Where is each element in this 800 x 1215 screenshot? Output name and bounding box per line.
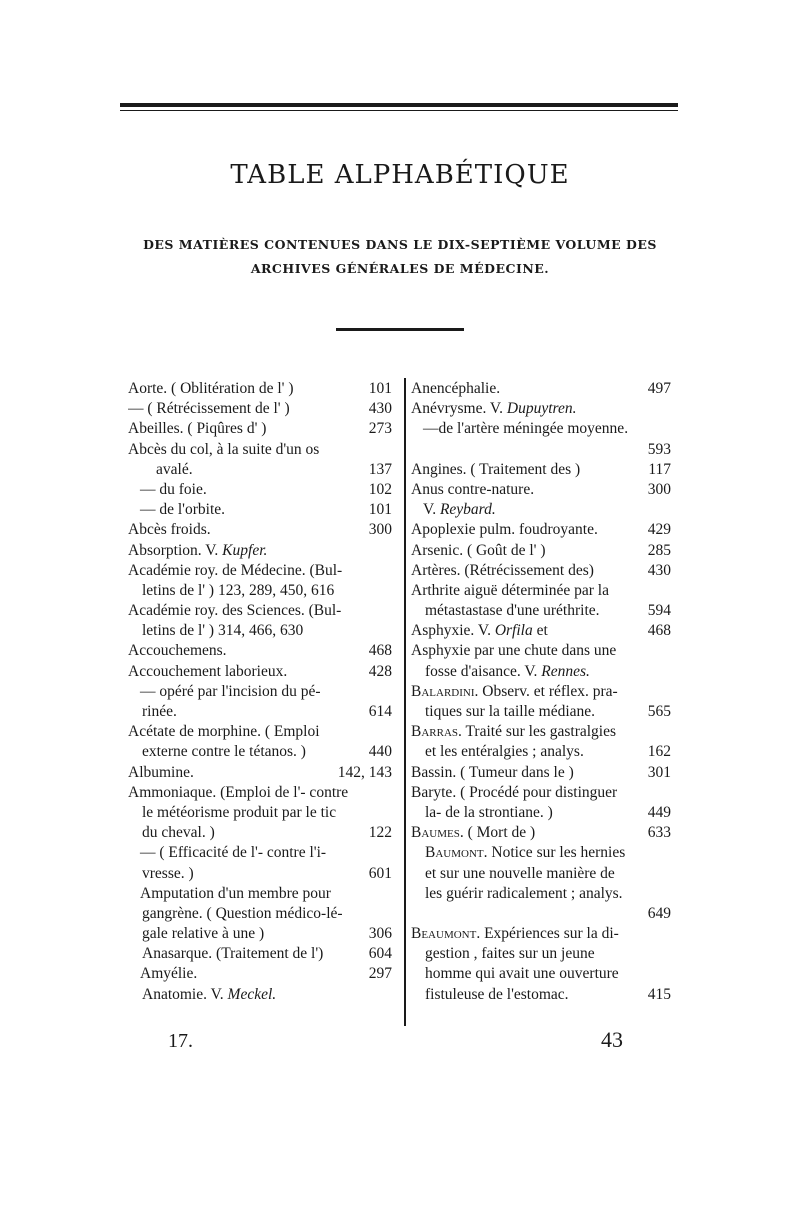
entry-label: Anencéphalie. — [411, 380, 501, 397]
page-reference: 300 — [368, 521, 392, 539]
index-entry — [128, 742, 392, 762]
index-entry — [411, 884, 671, 904]
index-entry — [411, 702, 671, 722]
entry-label: — opéré par l'incision du pé- — [140, 682, 321, 700]
entry-label: rinée. — [142, 703, 177, 720]
index-entry — [411, 783, 671, 803]
entry-text — [128, 884, 331, 904]
page-reference: 614 — [368, 703, 392, 720]
author-name: Baumont. — [425, 844, 488, 862]
index-entry — [411, 985, 671, 1005]
entry-label: Académie roy. de Médecine. (Bul- — [128, 561, 343, 579]
entry-text — [128, 480, 207, 500]
entry-label: — ( Rétrécissement de l' ) — [128, 400, 290, 418]
entry-text — [411, 460, 580, 480]
entry-label: Amputation d'un membre pour — [140, 884, 331, 902]
entry-label: métastastase d'une uréthrite. — [425, 602, 600, 620]
index-entry — [128, 500, 392, 520]
page-reference: 430 — [368, 400, 392, 418]
entry-text — [411, 581, 609, 601]
entry-text — [128, 581, 334, 601]
entry-text — [128, 520, 211, 540]
entry-text — [411, 399, 576, 419]
subtitle-line-2: ARCHIVES GÉNÉRALES DE MÉDECINE. — [250, 261, 550, 276]
index-entry — [411, 924, 671, 944]
index-entry — [411, 561, 671, 581]
index-entry — [128, 803, 392, 823]
entry-label: — du foie. — [140, 480, 207, 498]
entry-label: Expériences sur la di- — [480, 925, 619, 943]
index-entry — [128, 419, 392, 439]
entry-text — [128, 399, 290, 419]
entry-text — [128, 944, 323, 964]
entry-text — [128, 742, 306, 762]
author-name: Barras. — [411, 723, 462, 741]
entry-text — [128, 763, 194, 783]
index-entry — [411, 460, 671, 480]
page-number: 43 — [601, 1027, 623, 1052]
page-reference: 468 — [368, 642, 392, 660]
entry-text — [128, 621, 303, 641]
entry-text — [411, 541, 546, 561]
entry-text — [411, 520, 598, 540]
page-reference: 428 — [368, 662, 392, 680]
entry-text — [411, 803, 553, 823]
index-entry — [411, 480, 671, 500]
entry-label: fosse d'aisance. V. — [425, 662, 542, 680]
entry-label: Absorption. V. — [128, 541, 223, 559]
entry-text — [411, 500, 496, 520]
entry-label: Abcès du col, à la suite d'un os — [128, 440, 320, 458]
index-entry — [411, 843, 671, 863]
entry-text — [128, 460, 193, 480]
entry-label: gale relative à une ) — [142, 925, 265, 943]
index-entry — [128, 520, 392, 540]
page-reference: 162 — [647, 743, 671, 761]
index-entry — [411, 440, 671, 460]
entry-text — [128, 964, 197, 984]
entry-label: Arsenic. ( Goût de l' ) — [411, 541, 546, 559]
entry-label: —de l'artère méningée moyenne. — [423, 420, 629, 438]
entry-text — [411, 823, 535, 843]
index-entry — [411, 520, 671, 540]
entry-label: les guérir radicalement ; analys. — [425, 884, 623, 902]
entry-text — [128, 924, 264, 944]
page-reference: 633 — [647, 824, 671, 842]
index-entry — [411, 823, 671, 843]
cross-reference: Kupfer. — [222, 541, 268, 559]
author-name: Balardini. — [411, 682, 479, 700]
entry-text — [128, 682, 321, 702]
entry-text — [411, 682, 618, 702]
index-entry — [128, 783, 392, 803]
index-entry — [411, 864, 671, 884]
page-reference: 565 — [647, 703, 671, 720]
index-entry — [128, 763, 392, 783]
entry-label: Observ. et réflex. pra- — [478, 682, 618, 700]
index-entry — [128, 944, 392, 964]
index-column-left — [128, 379, 392, 1005]
entry-text — [411, 985, 569, 1005]
page-reference: 122 — [368, 824, 392, 842]
index-entry — [128, 379, 392, 399]
page-reference: 593 — [647, 440, 671, 458]
entry-label: Ammoniaque. (Emploi de l'- contre — [128, 783, 349, 801]
entry-text — [411, 662, 590, 682]
entry-text — [128, 985, 276, 1005]
entry-text — [411, 964, 619, 984]
index-entry — [411, 641, 671, 661]
entry-label: Abeilles. ( Piqûres d' ) — [128, 420, 267, 438]
index-entry — [411, 541, 671, 561]
index-entry — [411, 763, 671, 783]
entry-text — [411, 702, 595, 722]
page-reference: 101 — [368, 380, 392, 397]
entry-label: Accouchemens. — [128, 642, 227, 660]
entry-label: Anasarque. (Traitement de l') — [142, 945, 324, 963]
index-entry — [411, 500, 671, 520]
entry-label: Acétate de morphine. ( Emploi — [128, 723, 320, 741]
index-entry — [128, 561, 392, 581]
index-entry — [411, 944, 671, 964]
entry-label: Amyélie. — [140, 965, 198, 983]
cross-reference: Orfila — [494, 622, 533, 640]
page-reference: 301 — [647, 763, 671, 781]
entry-text — [128, 379, 294, 399]
page-reference: 415 — [647, 985, 671, 1003]
index-entry — [411, 742, 671, 762]
entry-text — [411, 763, 574, 783]
author-name: Beaumont. — [411, 925, 481, 943]
entry-label: Aorte. ( Oblitération de l' ) — [128, 380, 294, 397]
index-entry — [128, 904, 392, 924]
entry-label: homme qui avait une ouverture — [425, 965, 619, 983]
entry-text — [128, 702, 177, 722]
entry-label: Accouchement laborieux. — [128, 662, 288, 680]
page-reference: 468 — [647, 622, 671, 640]
entry-label: gestion , faites sur un jeune — [425, 945, 595, 963]
page-reference: 300 — [647, 480, 671, 498]
page-reference: 142, 143 — [337, 763, 392, 781]
entry-label: gangrène. ( Question médico-lé- — [142, 904, 343, 922]
section-rule — [336, 328, 464, 331]
entry-text — [411, 864, 615, 884]
entry-text — [128, 662, 287, 682]
entry-label: V. — [423, 501, 440, 519]
entry-text — [128, 904, 343, 924]
index-entry — [128, 581, 392, 601]
index-entry — [128, 964, 392, 984]
entry-text — [128, 500, 225, 520]
cross-reference: Reybard. — [439, 501, 496, 519]
top-rule-thin — [120, 110, 678, 111]
index-entry — [411, 722, 671, 742]
index-entry — [128, 480, 392, 500]
index-entry — [128, 541, 392, 561]
index-entry — [128, 460, 392, 480]
cross-reference: Rennes. — [541, 662, 590, 680]
index-entry — [411, 682, 671, 702]
entry-text — [128, 561, 342, 581]
entry-label: la- de la strontiane. ) — [425, 803, 553, 821]
page-reference: 306 — [368, 925, 392, 943]
index-entry — [128, 722, 392, 742]
entry-label: Traité sur les gastralgies — [461, 723, 617, 741]
entry-text — [128, 601, 341, 621]
index-entry — [128, 823, 392, 843]
entry-text — [411, 419, 628, 439]
index-entry — [128, 641, 392, 661]
page-reference: 273 — [368, 420, 392, 438]
page-reference: 594 — [647, 602, 671, 620]
index-entry — [411, 904, 671, 924]
subtitle-line-1: DES MATIÈRES CONTENUES DANS LE DIX-SEPTIÈME VOLUME DES — [143, 237, 657, 252]
entry-label: Anatomie. V. — [142, 985, 228, 1003]
entry-text — [411, 379, 500, 399]
entry-text — [411, 944, 595, 964]
entry-label: avalé. — [156, 460, 193, 478]
entry-label: Notice sur les hernies — [487, 844, 626, 862]
top-rule-thick — [120, 103, 678, 107]
page-reference: 430 — [647, 561, 671, 579]
signature-mark: 17. — [168, 1030, 193, 1052]
entry-text — [411, 924, 619, 944]
entry-text — [411, 601, 600, 621]
entry-label: tiques sur la taille médiane. — [425, 703, 596, 720]
entry-text — [411, 742, 584, 762]
index-entry — [128, 621, 392, 641]
page-reference: 101 — [368, 501, 392, 519]
entry-label: du cheval. ) — [142, 824, 215, 842]
entry-label: Baryte. ( Procédé pour distinguer — [411, 783, 618, 801]
entry-label: Anus contre-nature. — [411, 480, 535, 498]
entry-label: Arthrite aiguë déterminée par la — [411, 581, 609, 599]
page-reference: 429 — [647, 521, 671, 539]
entry-text — [411, 783, 617, 803]
entry-text — [128, 864, 194, 884]
entry-label: et les entéralgies ; analys. — [425, 743, 584, 761]
entry-label: Asphyxie par une chute dans une — [411, 642, 617, 660]
entry-text — [411, 722, 616, 742]
page-reference: 604 — [368, 945, 392, 963]
page-title: TABLE ALPHABÉTIQUE — [230, 160, 570, 190]
entry-label: Académie roy. des Sciences. (Bul- — [128, 602, 342, 620]
index-entry — [128, 843, 392, 863]
index-entry — [411, 399, 671, 419]
cross-reference: Meckel. — [227, 985, 277, 1003]
entry-text — [128, 440, 319, 460]
entry-tail: et — [532, 622, 548, 640]
index-entry — [411, 419, 671, 439]
page-reference: 117 — [648, 460, 671, 478]
index-entry — [411, 601, 671, 621]
index-entry — [128, 864, 392, 884]
entry-label: Apoplexie pulm. foudroyante. — [411, 521, 598, 539]
entry-label: et sur une nouvelle manière de — [425, 864, 615, 882]
page-reference: 297 — [368, 965, 392, 983]
index-entry — [411, 803, 671, 823]
index-entry — [411, 662, 671, 682]
index-entry — [128, 399, 392, 419]
entry-text — [128, 803, 336, 823]
entry-label: vresse. ) — [142, 864, 194, 882]
entry-text — [128, 541, 267, 561]
entry-label: Albumine. — [128, 763, 194, 781]
entry-text — [128, 641, 227, 661]
page-reference: 649 — [647, 904, 671, 922]
entry-text — [411, 641, 616, 661]
entry-label: Abcès froids. — [128, 521, 211, 539]
cross-reference: Dupuytren. — [506, 400, 577, 418]
entry-label: — ( Efficacité de l'- contre l'i- — [140, 844, 327, 862]
entry-text — [128, 419, 266, 439]
index-entry — [128, 985, 392, 1005]
index-column-right — [411, 379, 671, 1005]
index-entry — [128, 682, 392, 702]
index-entry — [411, 964, 671, 984]
entry-label: fistuleuse de l'estomac. — [425, 985, 569, 1003]
index-entry — [128, 601, 392, 621]
index-entry — [128, 884, 392, 904]
entry-text — [128, 843, 326, 863]
entry-text — [128, 722, 320, 742]
entry-label: Anévrysme. V. — [411, 400, 507, 418]
page-reference: 102 — [368, 480, 392, 498]
page-reference: 601 — [368, 864, 392, 882]
page-reference: 440 — [368, 743, 392, 761]
index-entry — [128, 662, 392, 682]
page-reference: 449 — [647, 803, 671, 821]
entry-label: — de l'orbite. — [140, 501, 226, 519]
entry-label: ( Mort de ) — [463, 824, 536, 842]
index-entry — [411, 379, 671, 399]
entry-label: externe contre le tétanos. ) — [142, 743, 306, 761]
column-divider — [404, 378, 406, 1026]
entry-label: Bassin. ( Tumeur dans le ) — [411, 763, 574, 781]
entry-text — [128, 823, 215, 843]
entry-text — [411, 480, 534, 500]
entry-label: letins de l' ) 314, 466, 630 — [142, 622, 304, 640]
entry-text — [411, 621, 548, 641]
entry-label: letins de l' ) 123, 289, 450, 616 — [142, 581, 335, 599]
author-name: Baumes. — [411, 824, 464, 842]
entry-label: Angines. ( Traitement des ) — [411, 460, 581, 478]
index-entry — [128, 924, 392, 944]
page-reference: 137 — [368, 460, 392, 478]
entry-label: le météorisme produit par le tic — [142, 803, 337, 821]
entry-text — [411, 884, 623, 904]
entry-text — [128, 783, 348, 803]
index-entry — [411, 581, 671, 601]
index-entry — [411, 621, 671, 641]
entry-text — [411, 561, 594, 581]
entry-text — [411, 843, 625, 863]
page-reference: 285 — [647, 541, 671, 559]
entry-label: Asphyxie. V. — [411, 622, 495, 640]
index-entry — [128, 440, 392, 460]
page-reference: 497 — [647, 380, 671, 397]
index-entry — [128, 702, 392, 722]
entry-label: Artères. (Rétrécissement des) — [411, 561, 594, 579]
